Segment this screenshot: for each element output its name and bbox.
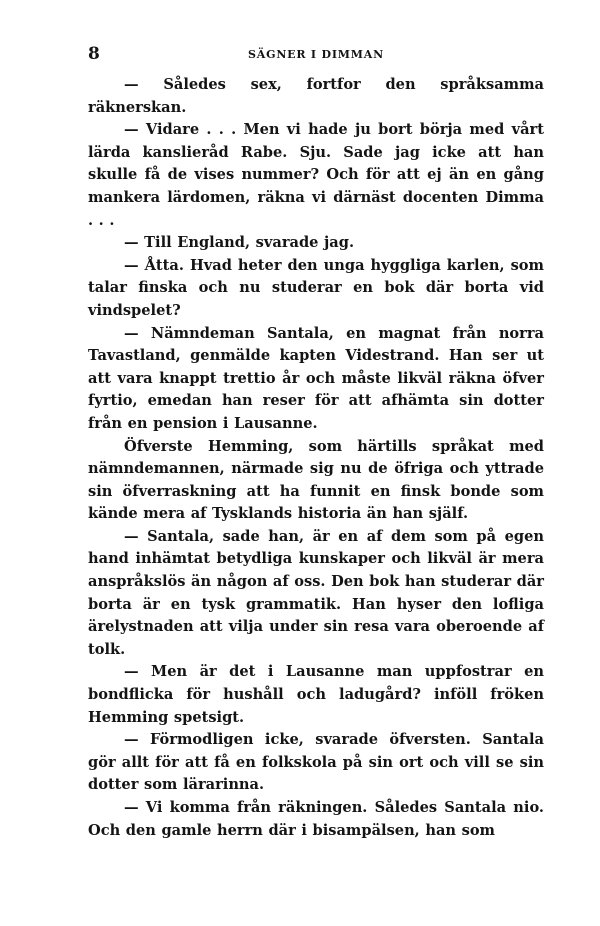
- body-text: [88, 74, 544, 842]
- paragraph: — Således sex, fortfor den språksamma räknerskan.: [88, 76, 544, 116]
- paragraph: — Santala, sade han, är en af dem som på egen hand inhämtat betydliga kunskaper och likväl är mera anspråkslös än någon af oss. Den bok han studerar där borta är en tysk grammatik. Han hyser den lofliga ärelystnaden att vilja under sin resa vara oberoende af tolk.: [88, 527, 544, 658]
- paragraph: Öfverste Hemming, som härtills språkat med nämndemannen, närmade sig nu de öfriga och yttrade sin öfverraskning att ha funnit en finsk bonde som kände mera af Tysklands historia än han själf.: [88, 437, 544, 523]
- book-page: [88, 44, 544, 842]
- page-header: [88, 44, 544, 74]
- paragraph: — Nämndeman Santala, en magnat från norra Tavastland, genmälde kapten Videstrand. Han ser ut att vara knappt trettio år och måste likväl räkna öfver fyrtio, emedan han reser för att afhämta sin dotter från en pension i Lausanne.: [88, 324, 544, 432]
- paragraph: — Vi komma från räkningen. Således Santala nio. Och den gamle herrn där i bisampälsen, han som: [88, 799, 544, 839]
- paragraph: — Till England, svarade jag.: [124, 234, 355, 252]
- paragraph: — Men är det i Lausanne man uppfostrar en bondflicka för hushåll och ladugård? inföll fröken Hemming spetsigt.: [88, 663, 544, 726]
- paragraph: — Förmodligen icke, svarade öfversten. Santala gör allt för att få en folkskola på sin ort och vill se sin dotter som lärarinna.: [88, 731, 544, 794]
- paragraph: — Vidare . . . Men vi hade ju bort börja med vårt lärda kanslieråd Rabe. Sju. Sade jag icke att han skulle få de vises nummer? Och för att ej än en gång mankera lärdomen, räkna vi därnäst docenten Dimma . . .: [88, 121, 544, 229]
- running-title: SÄGNER I DIMMAN: [248, 48, 384, 61]
- paragraph: — Åtta. Hvad heter den unga hyggliga karlen, som talar finska och nu studerar en bok där borta vid vindspelet?: [88, 256, 544, 319]
- page-number: 8: [88, 44, 101, 64]
